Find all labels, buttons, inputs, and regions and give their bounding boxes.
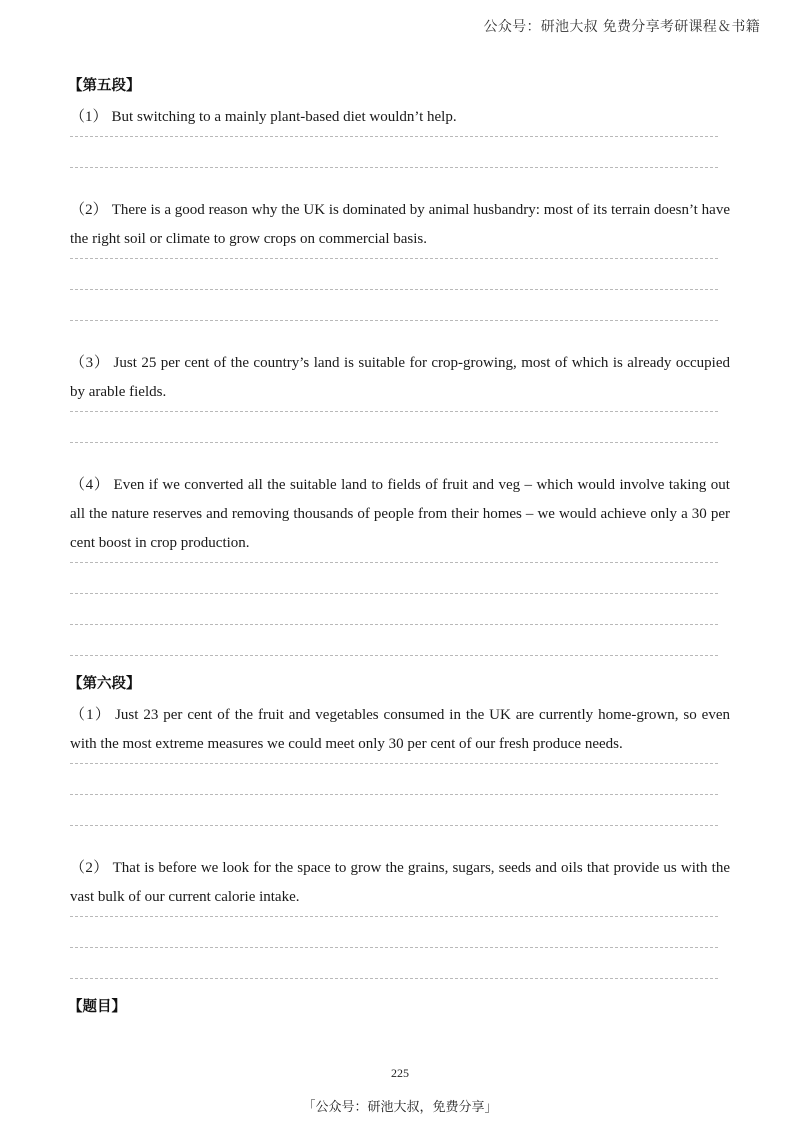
answer-line[interactable] xyxy=(70,947,718,948)
answer-line[interactable] xyxy=(70,593,718,594)
sentence-item xyxy=(70,701,730,826)
section-paragraph-6 xyxy=(70,672,730,979)
sentence-item xyxy=(70,349,730,443)
answer-lines[interactable] xyxy=(70,258,730,321)
sentence-number: （1） xyxy=(70,109,108,125)
answer-line[interactable] xyxy=(70,320,718,321)
sentence-item xyxy=(70,196,730,321)
sentence-text: Just 25 per cent of the country’s land is suitable for crop-growing, most of which is already occupied by arable fields. xyxy=(70,355,730,400)
sentence-text: Just 23 per cent of the fruit and vegetables consumed in the UK are currently home-grown, so even with the most extreme measures we could meet only 30 per cent of our fresh produce needs. xyxy=(70,707,730,752)
answer-line[interactable] xyxy=(70,624,718,625)
sentence-text: But switching to a mainly plant-based diet wouldn’t help. xyxy=(111,109,457,125)
sentence xyxy=(70,854,730,912)
answer-line[interactable] xyxy=(70,289,718,290)
answer-line[interactable] xyxy=(70,136,718,137)
answer-line[interactable] xyxy=(70,562,718,563)
answer-line[interactable] xyxy=(70,916,718,917)
answer-lines[interactable] xyxy=(70,562,730,656)
sentence-text: There is a good reason why the UK is dominated by animal husbandry: most of its terrain doesn’t have the right soil or climate to grow crops on commercial basis. xyxy=(70,202,730,247)
sentence-text: Even if we converted all the suitable land to fields of fruit and veg – which would involve taking out all the nature reserves and removing thousands of people from their homes – we would achieve only a 30 per cent boost in crop production. xyxy=(70,477,730,551)
sentence xyxy=(70,471,730,558)
sentence-item xyxy=(70,471,730,656)
sentence-text: That is before we look for the space to grow the grains, sugars, seeds and oils that provide us with the vast bulk of our current calorie intake. xyxy=(70,860,730,905)
answer-line[interactable] xyxy=(70,978,718,979)
sentence-number: （2） xyxy=(70,860,109,876)
answer-lines[interactable] xyxy=(70,916,730,979)
answer-line[interactable] xyxy=(70,442,718,443)
sentence-number: （3） xyxy=(70,355,110,371)
answer-lines[interactable] xyxy=(70,411,730,443)
sentence-item xyxy=(70,854,730,979)
sentence-number: （4） xyxy=(70,477,110,493)
page-number: 225 xyxy=(391,1066,409,1080)
sentence xyxy=(70,103,730,132)
section-title: 【题目】 xyxy=(68,999,126,1015)
page-header: 公众号：研池大叔 免费分享考研课程＆书籍 xyxy=(483,19,760,35)
answer-lines[interactable] xyxy=(70,763,730,826)
section-paragraph-5 xyxy=(70,74,730,656)
sentence xyxy=(70,196,730,254)
footer-note: 「公众号：研池大叔，免费分享」 xyxy=(302,1100,498,1115)
answer-lines[interactable] xyxy=(70,136,730,168)
sentence xyxy=(70,701,730,759)
answer-line[interactable] xyxy=(70,763,718,764)
section-title: 【第五段】 xyxy=(68,78,141,94)
document-body xyxy=(70,74,730,1024)
sentence-number: （2） xyxy=(70,202,108,218)
sentence-item xyxy=(70,103,730,168)
section-title: 【第六段】 xyxy=(68,676,141,692)
answer-line[interactable] xyxy=(70,655,718,656)
sentence xyxy=(70,349,730,407)
sentence-number: （1） xyxy=(70,707,112,723)
section-question xyxy=(70,995,730,1016)
answer-line[interactable] xyxy=(70,411,718,412)
answer-line[interactable] xyxy=(70,825,718,826)
answer-line[interactable] xyxy=(70,167,718,168)
answer-line[interactable] xyxy=(70,794,718,795)
answer-line[interactable] xyxy=(70,258,718,259)
